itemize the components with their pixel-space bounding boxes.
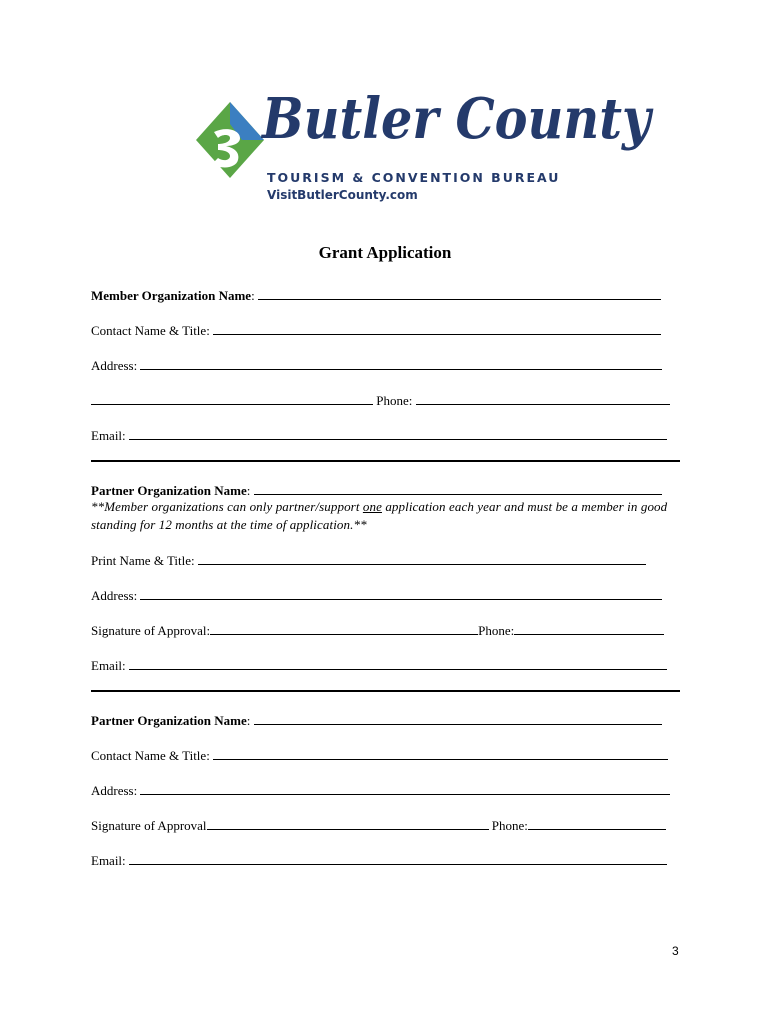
partner1-address-row bbox=[91, 587, 662, 604]
note-underlined-word: one bbox=[362, 499, 382, 514]
member-address-field[interactable] bbox=[140, 357, 662, 370]
partner2-address-row bbox=[91, 782, 670, 799]
member-email-field[interactable] bbox=[129, 427, 667, 440]
partner1-print-row bbox=[91, 552, 646, 569]
partner2-org-row bbox=[91, 712, 662, 729]
partner1-org-label: Partner Organization Name bbox=[91, 483, 247, 498]
partner1-print-field[interactable] bbox=[198, 552, 646, 565]
member-contact-label: Contact Name & Title: bbox=[91, 323, 210, 338]
partner2-phone-label: Phone: bbox=[491, 818, 528, 833]
member-phone-field[interactable] bbox=[416, 392, 670, 405]
member-address-line2-field[interactable] bbox=[91, 392, 373, 405]
partner1-email-row bbox=[91, 657, 667, 674]
partner1-print-label: Print Name & Title: bbox=[91, 553, 195, 568]
partner2-phone-field[interactable] bbox=[528, 817, 666, 830]
page-title: Grant Application bbox=[318, 243, 452, 262]
logo-subtitle: TOURISM & CONVENTION BUREAU bbox=[267, 170, 561, 185]
partner2-email-label: Email: bbox=[91, 853, 126, 868]
partner2-org-field[interactable] bbox=[254, 712, 662, 725]
partner1-signature-row bbox=[91, 622, 664, 639]
member-org-row bbox=[91, 287, 661, 304]
partner2-email-field[interactable] bbox=[129, 852, 667, 865]
member-address2-phone-row bbox=[91, 392, 670, 409]
partner2-address-label: Address: bbox=[91, 783, 138, 798]
partner2-contact-field[interactable] bbox=[213, 747, 668, 760]
member-email-row bbox=[91, 427, 667, 444]
partner1-email-field[interactable] bbox=[129, 657, 667, 670]
partner1-phone-label: Phone: bbox=[478, 623, 515, 638]
partner2-address-field[interactable] bbox=[140, 782, 670, 795]
partner2-email-row bbox=[91, 852, 667, 869]
partner2-org-label: Partner Organization Name bbox=[91, 713, 247, 728]
note-text-end: application each year and must be a member in good standing for 12 months at the time of application.** bbox=[91, 499, 668, 532]
partner2-signature-label: Signature of Approval bbox=[91, 818, 207, 833]
member-contact-field[interactable] bbox=[213, 322, 661, 335]
partner2-signature-row bbox=[91, 817, 666, 834]
partner1-signature-label: Signature of Approval: bbox=[91, 623, 211, 638]
partner1-org-field[interactable] bbox=[254, 482, 662, 495]
butler-county-logo-mark-icon bbox=[190, 100, 268, 180]
member-org-field[interactable] bbox=[258, 287, 661, 300]
partner2-signature-field[interactable] bbox=[207, 817, 489, 830]
member-org-label: Member Organization Name bbox=[91, 288, 252, 303]
member-address-label: Address: bbox=[91, 358, 138, 373]
member-org-colon: : bbox=[251, 288, 255, 303]
partner-eligibility-note bbox=[91, 498, 676, 534]
logo-url: VisitButlerCounty.com bbox=[267, 188, 418, 202]
member-contact-row bbox=[91, 322, 661, 339]
member-address-row bbox=[91, 357, 662, 374]
partner1-org-row bbox=[91, 482, 662, 499]
partner1-email-label: Email: bbox=[91, 658, 126, 673]
partner1-address-label: Address: bbox=[91, 588, 138, 603]
note-text-start: **Member organizations can only partner/support bbox=[91, 499, 363, 514]
partner1-org-colon: : bbox=[246, 483, 251, 498]
butler-county-logo bbox=[190, 86, 651, 207]
partner2-org-colon: : bbox=[246, 713, 251, 728]
partner1-phone-field[interactable] bbox=[514, 622, 664, 635]
member-phone-label: Phone: bbox=[376, 393, 413, 408]
section-divider bbox=[91, 460, 680, 462]
page-number: 3 bbox=[672, 944, 679, 958]
partner2-contact-label: Contact Name & Title: bbox=[91, 748, 210, 763]
partner2-contact-row bbox=[91, 747, 668, 764]
partner1-address-field[interactable] bbox=[140, 587, 662, 600]
member-email-label: Email: bbox=[91, 428, 126, 443]
partner1-signature-field[interactable] bbox=[210, 622, 478, 635]
logo-title: Butler County bbox=[262, 86, 651, 152]
section-divider bbox=[91, 690, 680, 692]
